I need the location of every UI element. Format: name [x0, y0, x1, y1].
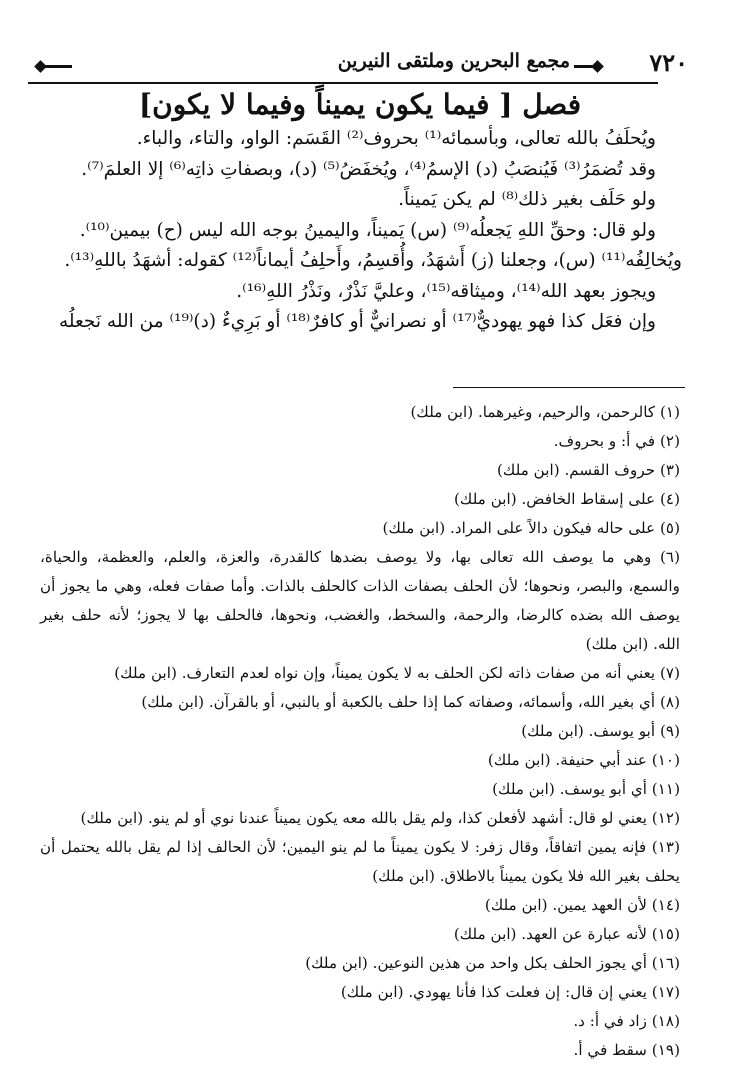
footnote-separator: [453, 387, 685, 388]
main-text: [36, 124, 682, 338]
footnotes-list: [40, 398, 680, 1065]
footnote: (١) كالرحمن، والرحيم، وغيرهما. (ابن ملك): [410, 403, 680, 421]
footnote: (٧) يعني أنه من صفات ذاته لكن الحلف به لا يكون يميناً، وإن نواه لعدم التعارف. (ابن ملك): [114, 664, 680, 682]
text-paragraph: ولو قال: وحقِّ اللهِ يَجعلُه⁽⁹⁾ (س) يَميناً، واليمينُ بوجه الله ليس (ح) بيمين⁽¹⁰⁾.: [79, 219, 656, 241]
text-paragraph: ويجوز بعهد الله⁽¹⁴⁾، وميثاقه⁽¹⁵⁾، وعليَّ نَذْرٌ، ونَذْرُ اللهِ⁽¹⁶⁾.: [236, 280, 656, 302]
running-title: مجمع البحرين وملتقى النيرين: [337, 50, 570, 72]
footnote: (٨) أي بغير الله، وأسمائه، وصفاته كما إذا حلف بالكعبة أو بالنبي، أو بالقرآن. (ابن ملك): [141, 693, 680, 711]
footnote: (١٣) فإنه يمين اتفاقاً، وقال زفر: لا يكون يميناً ما لم ينو اليمين؛ لأن الحالف إذا لم يقل بالله يحتمل أن يحلف بغير الله فلا يكون يميناً بالاطلاق. (ابن ملك): [40, 838, 680, 885]
text-paragraph: وقد تُضمَرُ⁽³⁾ فَيُنصَبُ (د) الإسمُ⁽⁴⁾، ويُخفَضُ⁽⁵⁾ (د)، وبصفاتِ ذاتِه⁽⁶⁾ إلا العلمَ⁽⁷⁾.: [81, 158, 656, 180]
section-title: فصل [ فيما يكون يميناً وفيما لا يكون]: [138, 88, 582, 121]
header-divider: [28, 82, 658, 84]
footnote: (٢) في أ: و بحروف.: [553, 432, 680, 450]
footnote: (١٠) عند أبي حنيفة. (ابن ملك): [487, 751, 680, 769]
footnote: (١١) أي أبو يوسف. (ابن ملك): [492, 780, 680, 798]
header-ornament-line: [42, 65, 72, 68]
footnote: (٣) حروف القسم. (ابن ملك): [496, 461, 680, 479]
footnote: (١٦) أي يجوز الحلف بكل واحد من هذين النوعين. (ابن ملك): [305, 954, 680, 972]
diamond-ornament-icon: [591, 60, 604, 73]
footnote: (٦) وهي ما يوصف الله تعالى بها، ولا يوصف بضدها كالقدرة، والعزة، والعلم، والعظمة، والحياة، والسمع، والبصر، ونحوها؛ لأن الحلف بصفات الذات كالحلف بالذات. وأما صفات فعله، وهي ما يجوز أن يوصف الله بضده كالرضا، والرحمة، والسخط، والغضب، ونحوها، فالحلف بها لا يجوز؛ لأنه حلف بغير الله. (ابن ملك): [40, 548, 680, 653]
footnote: (١٥) لأنه عبارة عن العهد. (ابن ملك): [453, 925, 680, 943]
page-number: ٧٢٠: [649, 48, 688, 77]
footnote: (١٨) زاد في أ: د.: [573, 1012, 680, 1030]
page-header: [30, 44, 690, 84]
footnote: (٥) على حاله فيكون دالاً على المراد. (ابن ملك): [382, 519, 680, 537]
text-paragraph: ولو حَلَف بغير ذلك⁽⁸⁾ لم يكن يَميناً.: [398, 189, 656, 210]
text-paragraph: ويُحلَفُ بالله تعالى، وبأسمائه⁽¹⁾ بحروف⁽²⁾ القَسَم: الواو، والتاء، والباء.: [136, 128, 656, 149]
footnote: (١٤) لأن العهد يمين. (ابن ملك): [484, 896, 680, 914]
text-paragraph: ويُخالِفُه⁽¹¹⁾ (س)، وجعلنا (ز) أَشهَدُ، وأُقسِمُ، وأَحلِفُ أيماناً⁽¹²⁾ كقوله: أشهَدُ باللهِ⁽¹³⁾.: [64, 250, 682, 271]
footnote: (١٩) سقط في أ.: [573, 1041, 680, 1059]
footnote: (١٢) يعني لو قال: أشهد لأفعلن كذا، ولم يقل بالله معه يكون يميناً عندنا نوي أو لم ينو. (ابن ملك): [80, 809, 680, 827]
footnote: (١٧) يعني إن قال: إن فعلت كذا فأنا يهودي. (ابن ملك): [340, 983, 680, 1001]
text-paragraph: وإن فعَل كذا فهو يهوديٌّ⁽¹⁷⁾ أو نصرانيٌّ أو كافرٌ⁽¹⁸⁾ أو بَرِيءٌ (د)⁽¹⁹⁾ من الله نَجعلُه: [58, 311, 656, 332]
footnote: (٤) على إسقاط الخافض. (ابن ملك): [453, 490, 680, 508]
footnote: (٩) أبو يوسف. (ابن ملك): [521, 722, 680, 740]
